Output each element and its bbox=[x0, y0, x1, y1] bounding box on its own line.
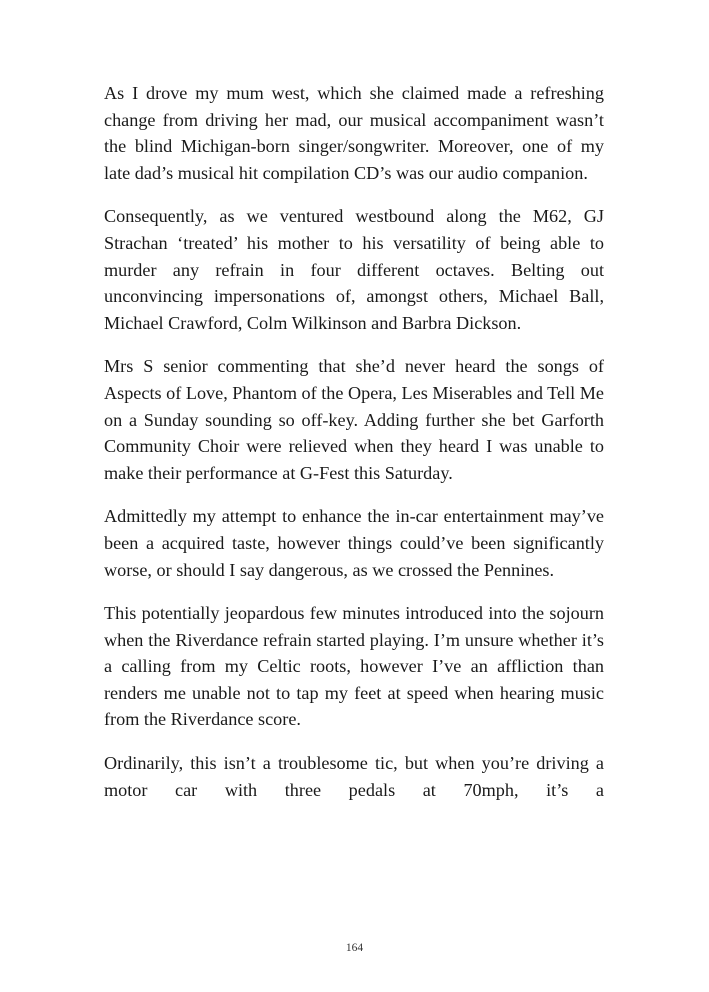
paragraph-3: Mrs S senior commenting that she’d never heard the songs of Aspects of Love, Phantom of the Opera, Les Miserables and Tell Me on a Sunday sounding so off-key. Adding further she bet Garforth Community Choir were relieved when they heard I was unable to make their performance at G-Fest this Saturday. bbox=[104, 356, 604, 483]
paragraph-2: Consequently, as we ventured westbound along the M62, GJ Strachan ‘treated’ his mother to his versatility of being able to murder any refrain in four different octaves. Belting out unconvincing impersonations of, amongst others, Michael Ball, Michael Crawford, Colm Wilkinson and Barbra Dickson. bbox=[104, 206, 604, 333]
paragraph-4: Admittedly my attempt to enhance the in-car entertainment may’ve been a acquired taste, however things could’ve been significantly worse, or should I say dangerous, as we crossed the Pennines. bbox=[104, 506, 604, 580]
paragraph-5: This potentially jeopardous few minutes introduced into the sojourn when the Riverdance refrain started playing. I’m unsure whether it’s a calling from my Celtic roots, however I’ve an affliction than renders me unable not to tap my feet at speed when hearing music from the Riverdance score. bbox=[104, 603, 604, 730]
paragraph-1: As I drove my mum west, which she claimed made a refreshing change from driving her mad, our musical accompaniment wasn’t the blind Michigan-born singer/songwriter. Moreover, one of my late dad’s musical hit compilation CD’s was our audio companion. bbox=[104, 83, 604, 183]
page-number: 164 bbox=[345, 942, 364, 954]
paragraph-6: Ordinarily, this isn’t a troublesome tic, but when you’re driving a motor car with three pedals at 70mph, it’s a bbox=[104, 753, 604, 800]
page-body bbox=[104, 80, 604, 820]
